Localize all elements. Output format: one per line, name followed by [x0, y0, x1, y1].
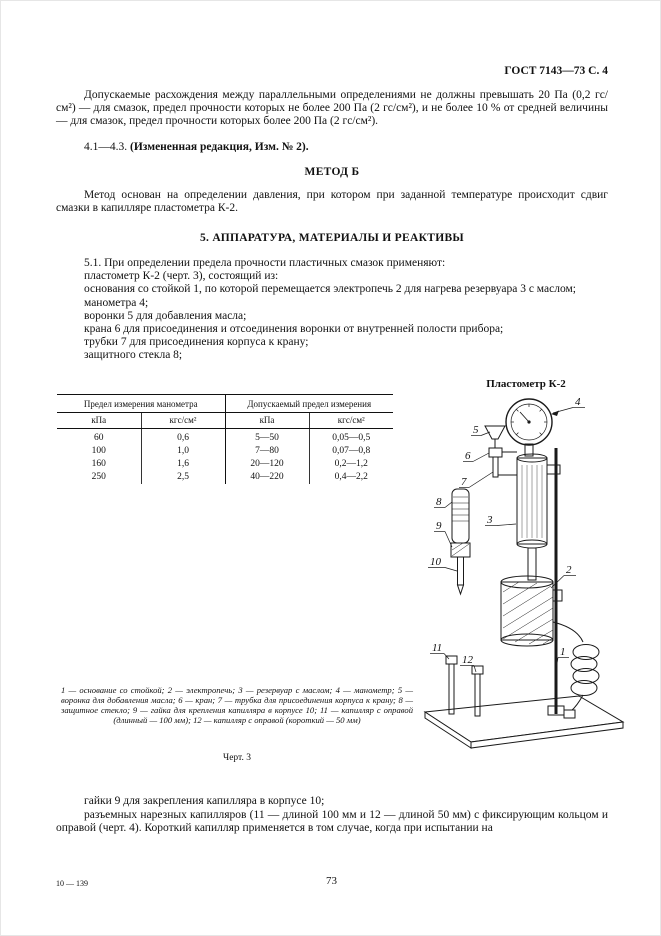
para-nut: гайки 9 для закрепления капилляра в корпусе 10;	[84, 795, 325, 807]
amendment-note: (Измененная редакция, Изм. № 2).	[130, 141, 309, 153]
table-group-header: Предел измерения манометра	[57, 395, 225, 413]
svg-text:11: 11	[432, 642, 443, 654]
table-row	[57, 471, 393, 484]
print-signature: 10 — 139	[56, 879, 88, 888]
table-cell: 0,4—2,2	[309, 471, 393, 484]
list-item: манометра 4;	[84, 296, 149, 309]
part-label-7	[459, 472, 493, 488]
para-method-b: Метод основан на определении давления, при котором при заданной температуре происходит сдвиг смазки в капилляре пластометра К-2.	[56, 189, 608, 215]
table-cell: 60	[94, 433, 104, 443]
table-cell: 160	[91, 459, 106, 469]
part-label-10	[428, 556, 457, 571]
svg-text:8: 8	[436, 496, 442, 508]
svg-text:9: 9	[436, 520, 442, 532]
reservoir-body	[517, 454, 560, 580]
part-label-8	[434, 496, 452, 508]
page-number: 73	[326, 875, 337, 887]
table-cell: 0,07—0,8	[309, 445, 393, 458]
table-group-header: Допускаемый предел измерения	[225, 395, 393, 413]
table-cell: 100	[91, 446, 106, 456]
table-cell: 250	[91, 472, 106, 482]
para-allowed-deviations: Допускаемые расхождения между параллельными определениями не должны превышать 20 Па (0,2 гс/см²) — для смазок, предел прочности которых не более 200 Па (2 гс/см²), и не более 10 % от средней величины — для смазок, предел прочности которых более 200 Па (2 гс/см²).	[56, 89, 608, 128]
capillary-in-housing	[458, 557, 464, 594]
valve	[489, 448, 517, 457]
list-item: 5.1. При определении предела прочности пластичных смазок применяют:	[84, 257, 446, 269]
table-sub-header: кПа	[225, 413, 309, 429]
part-label-1	[556, 646, 569, 670]
svg-text:12: 12	[462, 654, 473, 666]
table-row	[57, 458, 393, 471]
svg-text:5: 5	[473, 424, 479, 436]
svg-text:7: 7	[461, 476, 467, 488]
connecting-tube	[493, 457, 517, 477]
table-cell: 7—80	[225, 445, 309, 458]
table-cell: 1,0	[141, 445, 225, 458]
table-cell: 0,2—1,2	[309, 458, 393, 471]
part-label-3	[485, 514, 516, 526]
list-item: трубки 7 для присоединения корпуса к крану;	[84, 336, 309, 349]
pressure-limits-table	[57, 394, 393, 484]
capillary-long	[446, 656, 457, 714]
list-item: защитного стекла 8;	[84, 349, 183, 362]
section5-title: 5. АППАРАТУРА, МАТЕРИАЛЫ И РЕАКТИВЫ	[199, 232, 465, 244]
part-label-4	[551, 396, 585, 416]
protective-glass	[452, 489, 469, 543]
apparatus-list	[56, 257, 608, 363]
base-plate	[425, 696, 623, 748]
part-label-9	[434, 520, 452, 547]
method-b-title: МЕТОД Б	[304, 166, 360, 178]
svg-text:3: 3	[487, 514, 493, 526]
svg-text:10: 10	[430, 556, 441, 568]
table-cell: 1,6	[141, 458, 225, 471]
para-capillaries: разъемных нарезных капилляров (11 — длиной 100 мм и 12 — длиной 50 мм) с фиксирующим кольцом и оправой (черт. 4). Короткий капилляр применяется в том случае, когда при испытании на	[56, 809, 608, 835]
svg-text:6: 6	[465, 450, 471, 462]
pressure-gauge	[506, 399, 552, 456]
table-sub-header: кгс/см²	[141, 413, 225, 429]
oil-funnel	[485, 426, 505, 448]
table-cell: 0,6	[141, 429, 225, 445]
doc-reference: ГОСТ 7143—73 С. 4	[504, 65, 608, 77]
list-item: пластометр К-2 (черт. 3), состоящий из:	[84, 270, 279, 283]
list-item: крана 6 для присоединения и отсоединения воронки от внутренней полости прибора;	[84, 323, 504, 336]
para-amendment	[56, 141, 608, 154]
figure-title: Пластометр К-2	[486, 378, 566, 390]
figure-caption: 1 — основание со стойкой; 2 — электропечь; 3 — резервуар с маслом; 4 — манометр; 5 — воронка для добавления масла; 6 — кран; 7 — трубка для присоединения корпуса к крану; 8 — защитное стекло; 9 — гайка для крепления капилляра в корпусе 10; 11 — капилляр с оправой (длинный — 100 мм); 12 — капилляр с оправой (короткий — 50 мм)	[61, 685, 413, 725]
svg-text:4: 4	[575, 396, 581, 408]
plastometer-figure	[419, 392, 631, 750]
table-cell: 40—220	[225, 471, 309, 484]
table-cell: 0,05—0,5	[309, 429, 393, 445]
amendment-ref: 4.1—4.3.	[84, 141, 128, 153]
part-label-12	[460, 654, 476, 672]
capillary-nut	[451, 543, 470, 557]
part-label-6	[463, 450, 489, 462]
table-sub-header: кПа	[57, 413, 141, 429]
table-sub-header: кгс/см²	[309, 413, 393, 429]
svg-text:1: 1	[560, 646, 566, 658]
table-cell: 5—50	[225, 429, 309, 445]
svg-text:2: 2	[566, 564, 572, 576]
table-row	[57, 445, 393, 458]
list-item: воронки 5 для добавления масла;	[84, 309, 247, 322]
table-cell: 20—120	[225, 458, 309, 471]
table-row	[57, 429, 393, 445]
table-cell: 2,5	[141, 471, 225, 484]
figure-number: Черт. 3	[223, 753, 251, 763]
list-item: основания со стойкой 1, по которой перемещается электропечь 2 для нагрева резервуара 3 с маслом;	[84, 283, 576, 296]
